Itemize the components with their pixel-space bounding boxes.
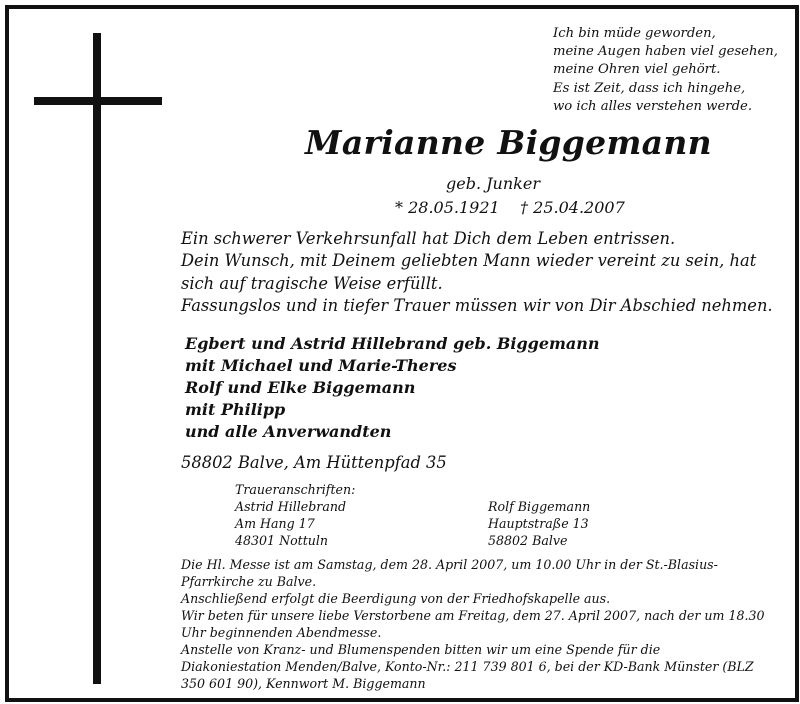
family-address: 58802 Balve, Am Hüttenpfad 35 (181, 453, 447, 472)
mourner-line: Rolf und Elke Biggemann (185, 378, 416, 397)
contact-line: Astrid Hillebrand (235, 499, 347, 514)
contact-line: 48301 Nottuln (235, 533, 329, 548)
birth-date: * 28.05.1921 (395, 198, 500, 217)
contact-line: Am Hang 17 (235, 516, 315, 531)
mourners-list (185, 333, 600, 443)
death-date: † 25.04.2007 (520, 198, 625, 217)
poem-line: wo ich alles verstehen werde. (553, 98, 753, 114)
contact-line: Rolf Biggemann (488, 499, 591, 514)
note-line: Anstelle von Kranz- und Blumenspenden bitten wir um eine Spende für die (181, 642, 661, 657)
mourner-line: mit Philipp (185, 400, 286, 419)
contact-line: Hauptstraße 13 (488, 516, 589, 531)
deceased-name: Marianne Biggemann (305, 123, 712, 162)
poem-line: Ich bin müde geworden, (553, 26, 716, 41)
message-line: Fassungslos und in tiefer Trauer müssen wir von Dir Abschied nehmen. (181, 296, 773, 316)
service-notes (181, 556, 765, 692)
message-line: Dein Wunsch, mit Deinem geliebten Mann wieder vereint zu sein, hat (181, 251, 757, 271)
mourner-line: mit Michael und Marie-Theres (185, 356, 457, 375)
message-line: Ein schwerer Verkehrsunfall hat Dich dem Leben entrissen. (181, 229, 676, 248)
note-line: Diakoniestation Menden/Balve, Konto-Nr.: 211 739 801 6, bei der KD-Bank Münster (BLZ (181, 659, 754, 674)
maiden-name: geb. Junker (446, 174, 540, 193)
mourner-line: und alle Anverwandten (185, 422, 392, 441)
cross-icon (93, 33, 101, 684)
poem-line: meine Augen haben viel gesehen, (553, 44, 778, 60)
note-line: Anschließend erfolgt die Beerdigung von der Friedhofskapelle aus. (181, 591, 611, 606)
condolence-contact-2 (488, 498, 590, 549)
cross-icon-bar (34, 97, 162, 105)
note-line: 350 601 90), Kennwort M. Biggemann (181, 676, 426, 691)
note-line: Die Hl. Messe ist am Samstag, dem 28. April 2007, um 10.00 Uhr in der St.-Blasius- (181, 557, 718, 572)
note-line: Wir beten für unsere liebe Verstorbene am Freitag, dem 27. April 2007, nach der um 18.30 (181, 608, 765, 623)
note-line: Uhr beginnenden Abendmesse. (181, 625, 382, 640)
poem-line: Es ist Zeit, dass ich hingehe, (553, 80, 746, 96)
condolence-label: Traueranschriften: (235, 482, 356, 497)
obituary-frame (5, 5, 799, 702)
note-line: Pfarrkirche zu Balve. (181, 574, 317, 589)
life-dates (395, 198, 625, 217)
message-line: sich auf tragische Weise erfüllt. (181, 273, 443, 293)
message (181, 228, 773, 318)
mourner-line: Egbert und Astrid Hillebrand geb. Biggemann (185, 334, 600, 353)
contact-line: 58802 Balve (488, 533, 568, 548)
condolence-contact-1 (235, 498, 346, 549)
poem (553, 25, 778, 116)
poem-line: meine Ohren viel gehört. (553, 62, 721, 78)
